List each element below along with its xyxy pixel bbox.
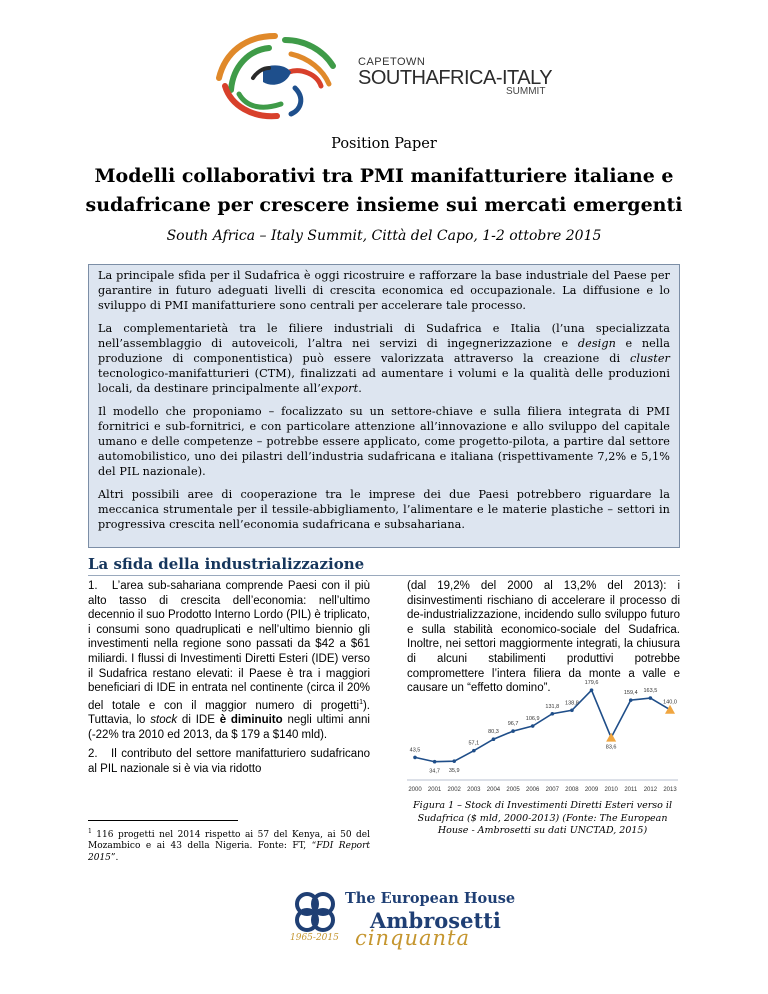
section-divider [88,575,680,576]
body-strong: è diminuito [219,714,283,727]
data-label: 83,6 [605,744,617,751]
data-label: 179,6 [584,680,599,687]
data-point [472,749,476,753]
data-label: 43,5 [409,747,421,754]
summary-emphasis: cluster [630,352,670,366]
summary-paragraph-3: Il modello che proponiamo – focalizzato su un settore-chiave e sulla filiera integrata di PMI fornitrici e sub-fornitrici, e con particolare attenzione all’innovazione e allo sviluppo del capitale umano e delle competenze – potrebbe essere applicato, come progetto-pilota, a partire dal settore automobilistico, uno dei pilastri dell’industria sudafricana e italiana (rispettivamente 7,2% e 5,1% del PIL nazionale). [98,404,670,479]
body-column-left [88,579,370,782]
body-text: di IDE [177,714,220,727]
footnote-ref: 1 [359,698,363,706]
data-point [570,708,574,712]
section-heading: La sfida della industrializzazione [88,555,365,573]
summary-text: La complementarietà tra le filiere industriali di Sudafrica e Italia (l’una specializzata nell’assemblaggio di autoveicoli, l’altra nei servizi di ingegnerizzazione e [98,321,670,350]
footer-anniversary: cinquanta [355,926,470,950]
highlight-marker [665,705,675,714]
data-point [649,696,653,700]
body-text: negli ultimi anni (-22% tra 2010 ed 2013, da $ 179 a $140 mld). [88,714,370,741]
x-tick-label: 2008 [565,787,579,793]
body-paragraph-3: (dal 19,2% del 2000 al 13,2% del 2013): i disinvestimenti rischiano di accelerare il processo di de-industrializzazione, incidendo sullo sviluppo futuro e sulla stabilità economico-sociale del Sudafrica. Inoltre, nei settori maggiormente integrati, la chiusura di alcuni stabilimenti produttivi potrebbe compromettere l’intera filiera da monte a valle e causare un “effetto domino”. [407,580,680,695]
body-paragraph-1 [88,579,370,742]
summary-paragraph-4: Altri possibili aree di cooperazione tra le imprese dei due Paesi potrebbero riguardare la meccanica strumentale per il tessile-abbigliamento, l’alimentare e le materie plastiche – settori in progressiva crescita nell’economia sudafricana e subsahariana. [98,487,670,532]
data-point [629,698,633,702]
footnote-text: ”. [110,852,119,863]
data-point [531,724,535,728]
x-tick-label: 2010 [604,787,618,793]
summary-emphasis: design [577,336,616,350]
fdi-stock-chart [405,677,680,797]
footnote [88,826,370,864]
summit-logo-text [358,56,598,97]
data-label: 80,3 [488,729,499,736]
x-tick-label: 2007 [545,787,559,793]
x-tick-label: 2013 [663,787,677,793]
x-tick-label: 2001 [427,787,442,793]
logo-main: SOUTHAFRICA-ITALY [358,67,553,89]
data-label: 138,8 [565,700,579,707]
x-tick-label: 2002 [447,787,461,793]
data-label: 57,1 [468,740,480,747]
body-paragraph-2: 2. Il contributo del settore manifatturiero sudafricano al PIL nazionale si è via via ridotto [88,748,370,775]
x-tick-label: 2006 [526,787,540,793]
footer-line-2: Ambrosetti [370,908,501,933]
doc-type-label: Position Paper [331,136,437,152]
footnote-number: 1 [88,828,92,835]
summary-paragraph-1: La principale sfida per il Sudafrica è oggi ricostruire e rafforzare la base industriale del Paese per garantire in futuro adeguati livelli di crescita economica ed occupazionale. La diffusione e lo sviluppo di PMI manifatturiere sono centrali per accelerare tale processo. [98,269,670,313]
x-tick-label: 2004 [486,787,501,793]
data-point [492,737,496,741]
data-label: 34,7 [429,768,440,775]
body-text: 1. L’area sub-sahariana comprende Paesi con il più alto tasso di crescita dell’economia: nell’ultimo decennio il suo Prodotto Interno Lordo (PIL) è triplicato, i consumi sono quadruplicati e nell’ultimo biennio gli investimenti nella regione sono passati da $42 a $61 miliardi. I flussi di Investimenti Diretti Esteri (IDE) verso il Sudafrica restano elevati: il Paese è tra i maggiori beneficiari di IDE in entrata nel continente (circa il 20% del totale e con il maggior numero di progetti [88,580,370,712]
x-tick-label: 2009 [584,787,599,793]
summit-logo-mark [205,28,355,123]
footnote-divider [88,820,238,821]
highlight-marker [606,733,616,742]
logo-sub: SUMMIT [506,86,546,97]
data-label: 35,9 [448,768,460,775]
data-point [413,756,417,760]
summary-text: tecnologico-manifatturieri (CTM), finalizzati ad aumentare i volumi e la qualità delle produzioni locali, da destinare principalmente all’ [98,367,670,396]
summary-text: . [358,382,362,396]
data-label: 140,0 [663,699,677,706]
x-tick-label: 2003 [467,787,481,793]
data-point [590,688,594,692]
summary-text: e nella produzione di componentistica) può essere valorizzata attraverso la creazione di [98,336,670,366]
document-title: Modelli collaborativi tra PMI manifatturiere italiane e sudafricane per crescere insieme sui mercati emergenti [85,165,683,216]
footer-years: 1965-2015 [290,933,339,943]
data-label: 159,4 [623,690,638,697]
data-label: 96,7 [507,721,519,728]
body-emphasis: stock [150,714,178,727]
data-point [511,729,515,733]
data-point [433,760,437,764]
figure-caption: Figura 1 – Stock di Investimenti Diretti Esteri verso il Sudafrica ($ mld, 2000-2013) (Fonte: The European House - Ambrosetti su dati UNCTAD, 2015) [413,800,672,836]
body-text: ). Tuttavia, lo [88,699,370,727]
x-tick-label: 2011 [624,787,638,793]
data-label: 106,9 [525,716,540,723]
summary-emphasis: export [320,382,359,396]
event-subtitle: South Africa – Italy Summit, Città del Capo, 1-2 ottobre 2015 [166,228,602,244]
footer-line-1: The European House [345,890,516,907]
logo-city: CAPETOWN [358,56,426,68]
x-tick-label: 2000 [408,787,422,793]
data-point [551,712,555,716]
data-label: 131,8 [545,703,560,710]
data-label: 163,5 [643,688,658,695]
x-tick-label: 2012 [643,787,658,793]
x-tick-label: 2005 [506,787,520,793]
summary-paragraph-2 [98,321,670,397]
summary-box [88,264,680,548]
footnote-emphasis: FDI Report 2015 [88,841,370,863]
footnote-text: 116 progetti nel 2014 rispetto ai 57 del Kenya, ai 50 del Mozambico e ai 43 della Nigeria. Fonte: FT, “ [88,830,370,852]
data-point [452,759,456,763]
